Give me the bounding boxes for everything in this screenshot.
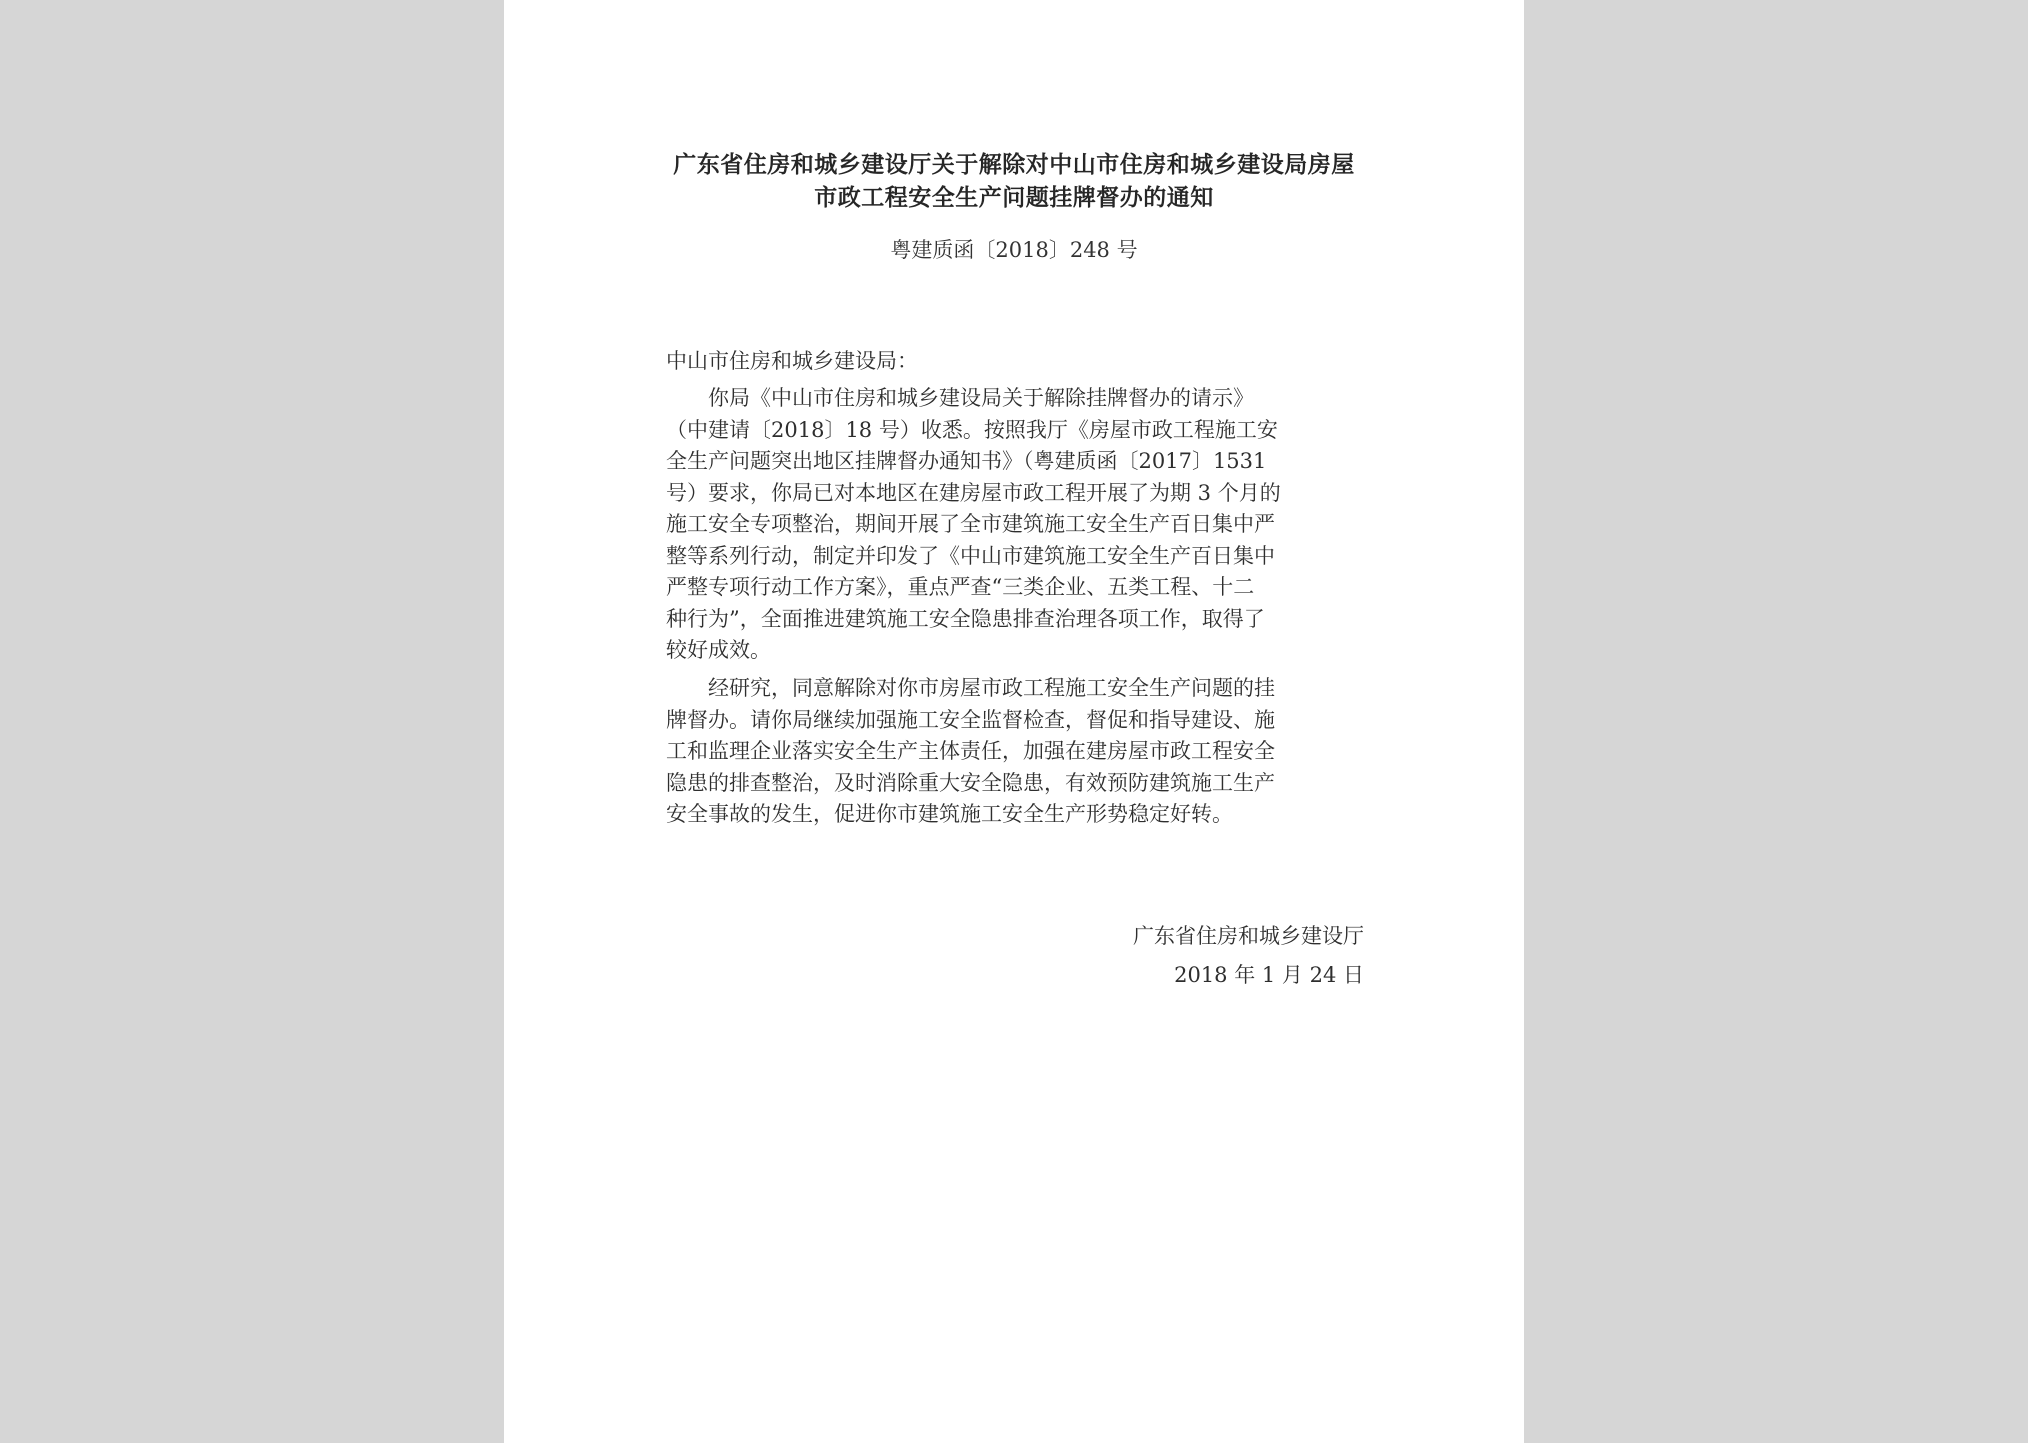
paragraph-line: 严整专项行动工作方案》，重点严查“三类企业、五类工程、十二 <box>666 575 1255 599</box>
paragraph-line: 安全事故的发生，促进你市建筑施工安全生产形势稳定好转。 <box>666 802 1233 826</box>
body-paragraph-1 <box>666 383 1366 667</box>
paragraph-line: 牌督办。请你局继续加强施工安全监督检查，督促和指导建设、施 <box>666 707 1275 732</box>
paragraph-line: 号）要求，你局已对本地区在建房屋市政工程开展了为期 3 个月的 <box>666 480 1281 505</box>
paragraph-line: 整等系列行动，制定并印发了《中山市建筑施工安全生产百日集中 <box>666 543 1275 568</box>
paragraph-line: 你局《中山市住房和城乡建设局关于解除挂牌督办的请示》 <box>666 386 1254 410</box>
signature-date: 2018 年 1 月 24 日 <box>1174 963 1364 987</box>
salutation: 中山市住房和城乡建设局： <box>666 349 918 373</box>
body-paragraph-2 <box>666 673 1366 831</box>
paragraph-line: 经研究，同意解除对你市房屋市政工程施工安全生产问题的挂 <box>666 676 1275 700</box>
signature-organization: 广东省住房和城乡建设厅 <box>1133 924 1364 948</box>
title-line-2: 市政工程安全生产问题挂牌督办的通知 <box>814 184 1214 211</box>
paragraph-line: （中建请〔2018〕18 号）收悉。按照我厅《房屋市政工程施工安 <box>666 417 1278 442</box>
document-page <box>504 0 1524 1443</box>
document-title <box>504 148 1524 214</box>
paragraph-line: 较好成效。 <box>666 638 771 662</box>
paragraph-line: 种行为”，全面推进建筑施工安全隐患排查治理各项工作，取得了 <box>666 606 1265 631</box>
document-number: 粤建质函〔2018〕248 号 <box>890 238 1138 262</box>
paragraph-line: 施工安全专项整治，期间开展了全市建筑施工安全生产百日集中严 <box>666 512 1275 536</box>
paragraph-line: 工和监理企业落实安全生产主体责任，加强在建房屋市政工程安全 <box>666 739 1275 763</box>
paragraph-line: 隐患的排查整治，及时消除重大安全隐患，有效预防建筑施工生产 <box>666 770 1275 795</box>
title-line-1: 广东省住房和城乡建设厅关于解除对中山市住房和城乡建设局房屋 <box>673 151 1355 178</box>
paragraph-line: 全生产问题突出地区挂牌督办通知书》（粤建质函〔2017〕1531 <box>666 449 1267 473</box>
